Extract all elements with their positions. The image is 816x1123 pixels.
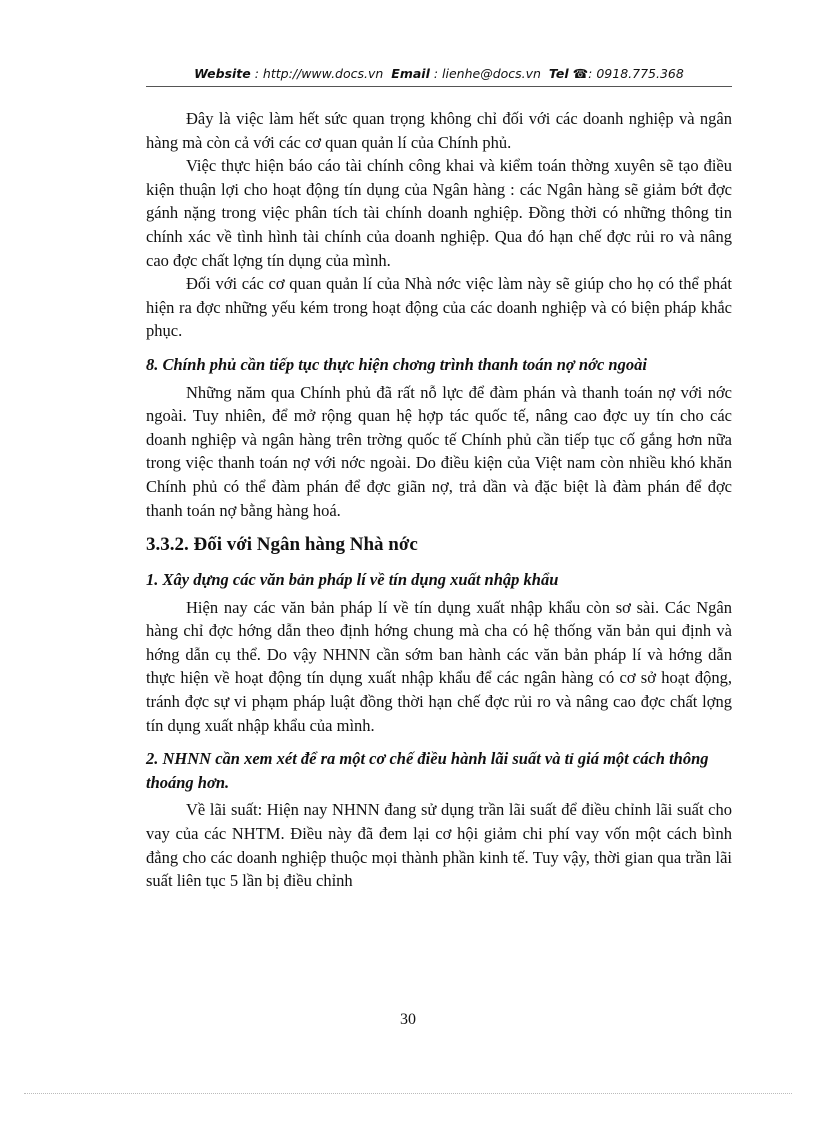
header-divider	[146, 86, 732, 87]
heading-1: 1. Xây dựng các văn bản pháp lí về tín dụng xuất nhập khẩu	[146, 570, 559, 590]
page-header	[146, 66, 732, 81]
email-label: Email	[391, 66, 430, 81]
paragraph-4: Những năm qua Chính phủ đã rất nỗ lực để đàm phán và thanh toán nợ với nớc ngoài. Tuy nhiên, để mở rộng quan hệ hợp tác quốc tế, nâng cao đợc uy tín cho các doanh nghiệp và ngân hàng trên trờng quốc tế Chính phủ cần tiếp tục cố gắng hơn nữa trong việc thanh toán nợ với nớc ngoài. Do điều kiện của Việt nam còn nhiều khó khăn Chính phủ có thể đàm phán để đợc giãn nợ, trả dần và đặc biệt là đàm phán để đợc thanh toán nợ bằng hàng hoá.	[146, 382, 732, 520]
website-value: : http://www.docs.vn	[254, 66, 384, 81]
paragraph-2: Việc thực hiện báo cáo tài chính công khai và kiểm toán thờng xuyên sẽ tạo điều kiện thuận lợi cho hoạt động tín dụng của Ngân hàng : các Ngân hàng sẽ giảm bớt đợc gánh nặng trong việc phân tích tài chính doanh nghiệp. Đồng thời có những thông tin chính xác về tình hình tài chính của doanh nghiệp. Qua đó hạn chế đợc rủi ro và nâng cao đợc chất lợng tín dụng của mình.	[146, 156, 732, 270]
page-body	[146, 107, 732, 893]
tel-value: : 0918.775.368	[588, 66, 684, 81]
page-number: 30	[400, 1011, 416, 1028]
email-value: : lienhe@docs.vn	[433, 66, 541, 81]
heading-2: 2. NHNN cần xem xét để ra một cơ chế điều hành lãi suất và tỉ giá một cách thông thoáng hơn.	[146, 749, 709, 792]
phone-icon: ☎	[572, 66, 589, 81]
paragraph-3: Đối với các cơ quan quản lí của Nhà nớc việc làm này sẽ giúp cho họ có thể phát hiện ra đợc những yếu kém trong hoạt động của các doanh nghiệp và có biện pháp khắc phục.	[146, 274, 732, 341]
heading-8: 8. Chính phủ cần tiếp tục thực hiện chơng trình thanh toán nợ nớc ngoài	[146, 354, 647, 374]
paragraph-6: Về lãi suất: Hiện nay NHNN đang sử dụng trần lãi suất để điều chỉnh lãi suất cho vay của các NHTM. Điều này đã đem lại cơ hội giảm chi phí vay vốn một cách bình đẳng cho các doanh nghiệp thuộc mọi thành phần kinh tế. Tuy vậy, thời gian qua trần lãi suất liên tục 5 lần bị điều chỉnh	[146, 800, 732, 891]
footer-divider	[24, 1093, 792, 1094]
paragraph-5: Hiện nay các văn bản pháp lí về tín dụng xuất nhập khẩu còn sơ sài. Các Ngân hàng chỉ đợc hớng dẫn theo định hớng chung mà cha có hệ thống văn bản qui định và hớng dẫn cụ thể. Do vậy NHNN cần sớm ban hành các văn bản pháp lí và hớng dẫn thực hiện về hoạt động tín dụng xuất nhập khẩu để các ngân hàng có cơ sở hoạt động, tránh đợc sự vi phạm pháp luật đồng thời hạn chế đợc rủi ro và nâng cao đợc chất lợng tín dụng xuất nhập khẩu của mình.	[146, 597, 732, 735]
tel-label: Tel	[548, 66, 569, 81]
section-title: 3.3.2. Đối với Ngân hàng Nhà nớc	[146, 534, 418, 556]
paragraph-1: Đây là việc làm hết sức quan trọng không chỉ đối với các doanh nghiệp và ngân hàng mà còn cả với các cơ quan quản lí của Chính phủ.	[146, 109, 732, 152]
website-label: Website	[194, 66, 251, 81]
